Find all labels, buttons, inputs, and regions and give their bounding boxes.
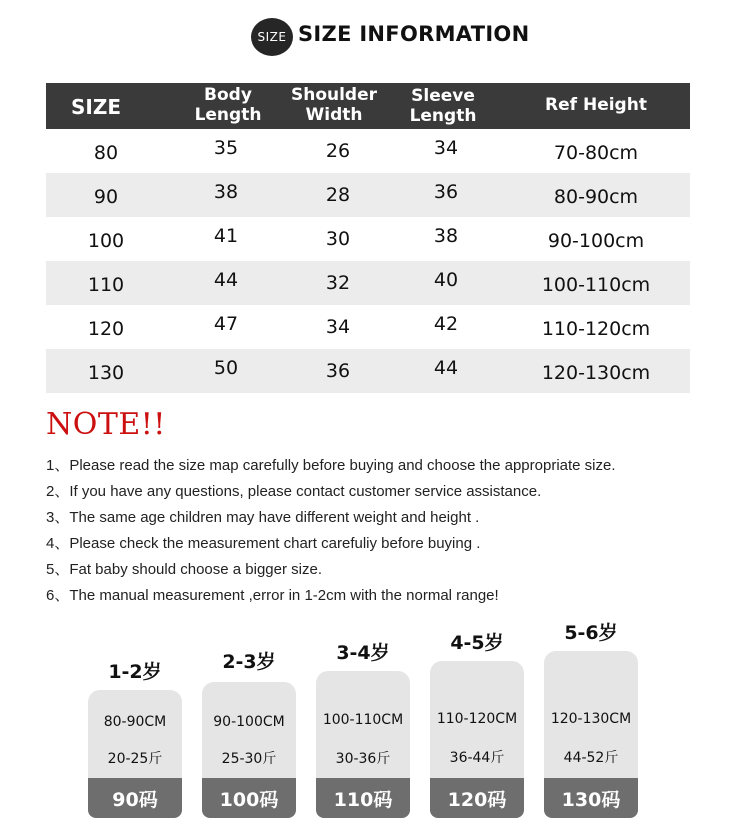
cell-sleeve-length: 44 — [433, 357, 459, 379]
cell-size: 130 — [87, 362, 125, 384]
cell-ref-height: 80-90cm — [553, 186, 639, 208]
table-row — [46, 261, 690, 305]
card-size-code: 130码 — [544, 778, 638, 818]
cell-size: 90 — [93, 186, 119, 208]
card-height: 110-120CM — [436, 711, 518, 727]
column-header-size: SIZE — [70, 95, 121, 119]
card-size-code: 120码 — [430, 778, 524, 818]
cell-shoulder-width: 30 — [325, 228, 351, 250]
card-age: 2-3岁 — [222, 651, 276, 673]
cell-ref-height: 110-120cm — [541, 318, 651, 340]
table-row — [46, 173, 690, 217]
cell-shoulder-width: 26 — [325, 140, 351, 162]
column-header-shoulder-width: Shoulder Width — [290, 85, 378, 125]
table-row — [46, 305, 690, 349]
cell-sleeve-length: 38 — [433, 225, 459, 247]
cell-shoulder-width: 32 — [325, 272, 351, 294]
table-row — [46, 217, 690, 261]
card-body — [88, 690, 182, 788]
table-header-row — [46, 83, 690, 129]
card-size-code: 90码 — [88, 778, 182, 818]
card-weight: 30-36斤 — [335, 751, 391, 767]
cell-sleeve-length: 34 — [433, 137, 459, 159]
card-size-code: 110码 — [316, 778, 410, 818]
note-list — [46, 457, 736, 613]
card-height: 80-90CM — [103, 714, 167, 730]
card-size-code: 100码 — [202, 778, 296, 818]
cell-size: 110 — [87, 274, 125, 296]
note-item: 3、The same age children may have different weight and height . — [46, 509, 480, 526]
cell-ref-height: 120-130cm — [541, 362, 651, 384]
age-size-cards — [0, 610, 750, 827]
card-age: 4-5岁 — [450, 632, 504, 654]
table-row — [46, 349, 690, 393]
card-body — [544, 651, 638, 788]
card-weight: 44-52斤 — [563, 750, 619, 766]
card-weight: 36-44斤 — [449, 750, 505, 766]
cell-ref-height: 100-110cm — [541, 274, 651, 296]
cell-body-length: 50 — [213, 357, 239, 379]
cell-size: 120 — [87, 318, 125, 340]
column-header-ref-height: Ref Height — [545, 95, 647, 115]
cell-size: 80 — [93, 142, 119, 164]
note-item: 2、If you have any questions, please contact customer service assistance. — [46, 483, 542, 500]
page-header — [0, 18, 750, 58]
cell-ref-height: 90-100cm — [547, 230, 645, 252]
cell-sleeve-length: 40 — [433, 269, 459, 291]
card-age: 1-2岁 — [108, 661, 162, 683]
card-height: 90-100CM — [213, 714, 285, 730]
card-weight: 25-30斤 — [221, 751, 277, 767]
note-item: 6、The manual measurement ,error in 1-2cm with the normal range! — [46, 587, 499, 604]
card-height: 120-130CM — [550, 711, 632, 727]
card-body — [430, 661, 524, 788]
cell-size: 100 — [87, 230, 125, 252]
column-header-sleeve-length: Sleeve Length — [409, 86, 477, 126]
card-age: 5-6岁 — [564, 622, 618, 644]
cell-body-length: 41 — [213, 225, 239, 247]
cell-ref-height: 70-80cm — [553, 142, 639, 164]
note-item: 1、Please read the size map carefully before buying and choose the appropriate size. — [46, 457, 616, 474]
card-weight: 20-25斤 — [107, 751, 163, 767]
card-age: 3-4岁 — [336, 642, 390, 664]
cell-shoulder-width: 36 — [325, 360, 351, 382]
card-body — [202, 682, 296, 788]
page-title: SIZE INFORMATION — [298, 22, 530, 46]
card-height: 100-110CM — [322, 712, 404, 728]
note-item: 4、Please check the measurement chart carefuliy before buying . — [46, 535, 481, 552]
note-item: 5、Fat baby should choose a bigger size. — [46, 561, 322, 578]
cell-shoulder-width: 34 — [325, 316, 351, 338]
cell-sleeve-length: 36 — [433, 181, 459, 203]
card-body — [316, 671, 410, 788]
size-badge: SIZE — [251, 18, 293, 56]
cell-sleeve-length: 42 — [433, 313, 459, 335]
cell-body-length: 44 — [213, 269, 239, 291]
size-table — [46, 83, 690, 393]
cell-shoulder-width: 28 — [325, 184, 351, 206]
cell-body-length: 47 — [213, 313, 239, 335]
note-title: NOTE!! — [46, 407, 166, 442]
table-row — [46, 129, 690, 173]
cell-body-length: 38 — [213, 181, 239, 203]
cell-body-length: 35 — [213, 137, 239, 159]
column-header-body-length: Body Length — [194, 85, 262, 125]
